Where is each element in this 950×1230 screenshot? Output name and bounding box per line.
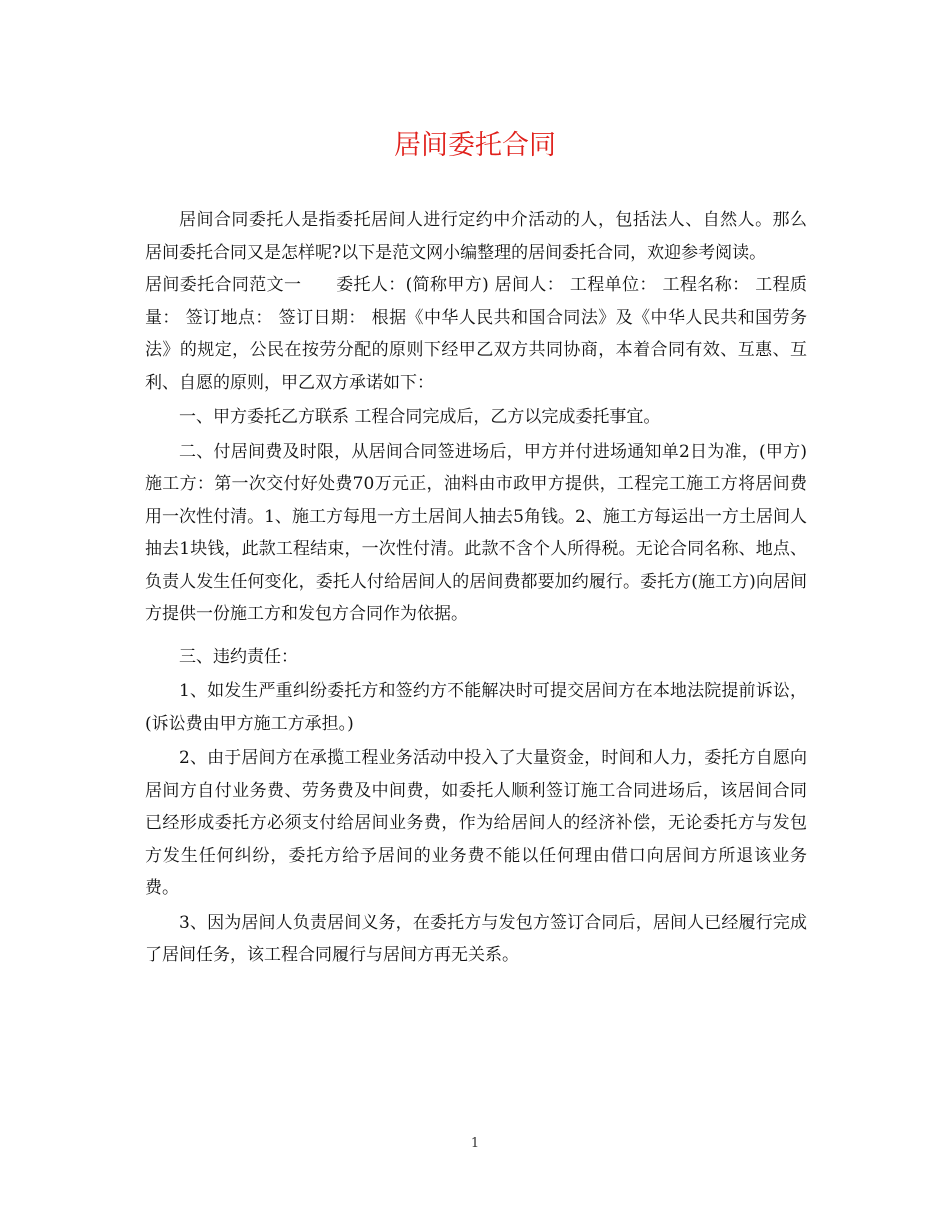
- clause-three-heading: 三、违约责任：: [179, 646, 298, 667]
- breach-item-3: 3、因为居间人负责居间义务，在委托方与发包方签订合同后，居间人已经履行完成了居间任务，该工程合同履行与居间方再无关系。: [145, 912, 807, 965]
- intro-paragraph: 居间合同委托人是指委托居间人进行定约中介活动的人，包括法人、自然人。那么居间委托合同又是怎样呢?以下是范文网小编整理的居间委托合同，欢迎参考阅读。: [145, 210, 807, 263]
- breach-item-2: 2、由于居间方在承揽工程业务活动中投入了大量资金，时间和人力，委托方自愿向居间方自付业务费、劳务费及中间费，如委托人顺利签订施工合同进场后，该居间合同已经形成委托方必须支付给居间业务费，作为给居间人的经济补偿，无论委托方与发包方发生任何纠纷，委托方给予居间的业务费不能以任何理由借口向居间方所退该业务费。: [145, 748, 807, 898]
- clause-two-paragraph: 二、付居间费及时限，从居间合同签进场后，甲方并付进场通知单2日为准，(甲方)施工方：第一次交付好处费70万元正，油料由市政甲方提供，工程完工施工方将居间费用一次性付清。1、施工方每甩一方土居间人抽去5角钱。2、施工方每运出一方土居间人抽去1块钱，此款工程结束，一次性付清。此款不含个人所得税。无论合同名称、地点、负责人发生任何变化，委托人付给居间人的居间费都要加约履行。委托方(施工方)向居间方提供一份施工方和发包方合同作为依据。: [145, 441, 807, 624]
- clause-one-paragraph: 一、甲方委托乙方联系 工程合同完成后，乙方以完成委托事宜。: [179, 407, 661, 427]
- document-title: 居间委托合同: [394, 130, 556, 161]
- breach-item-1: 1、如发生严重纠纷委托方和签约方不能解决时可提交居间方在本地法院提前诉讼，(诉讼费由甲方施工方承担。): [145, 681, 807, 734]
- page-number: 1: [470, 1136, 480, 1151]
- document-body: [145, 204, 807, 972]
- contract-header-paragraph: 居间委托合同范文一 委托人：(简称甲方) 居间人： 工程单位： 工程名称： 工程质量： 签订地点： 签订日期： 根据《中华人民共和国合同法》及《中华人民共和国劳务法》的规定，公民在按劳分配的原则下经甲乙双方共同协商，本着合同有效、互惠、互利、自愿的原则，甲乙双方承诺如下：: [145, 275, 807, 393]
